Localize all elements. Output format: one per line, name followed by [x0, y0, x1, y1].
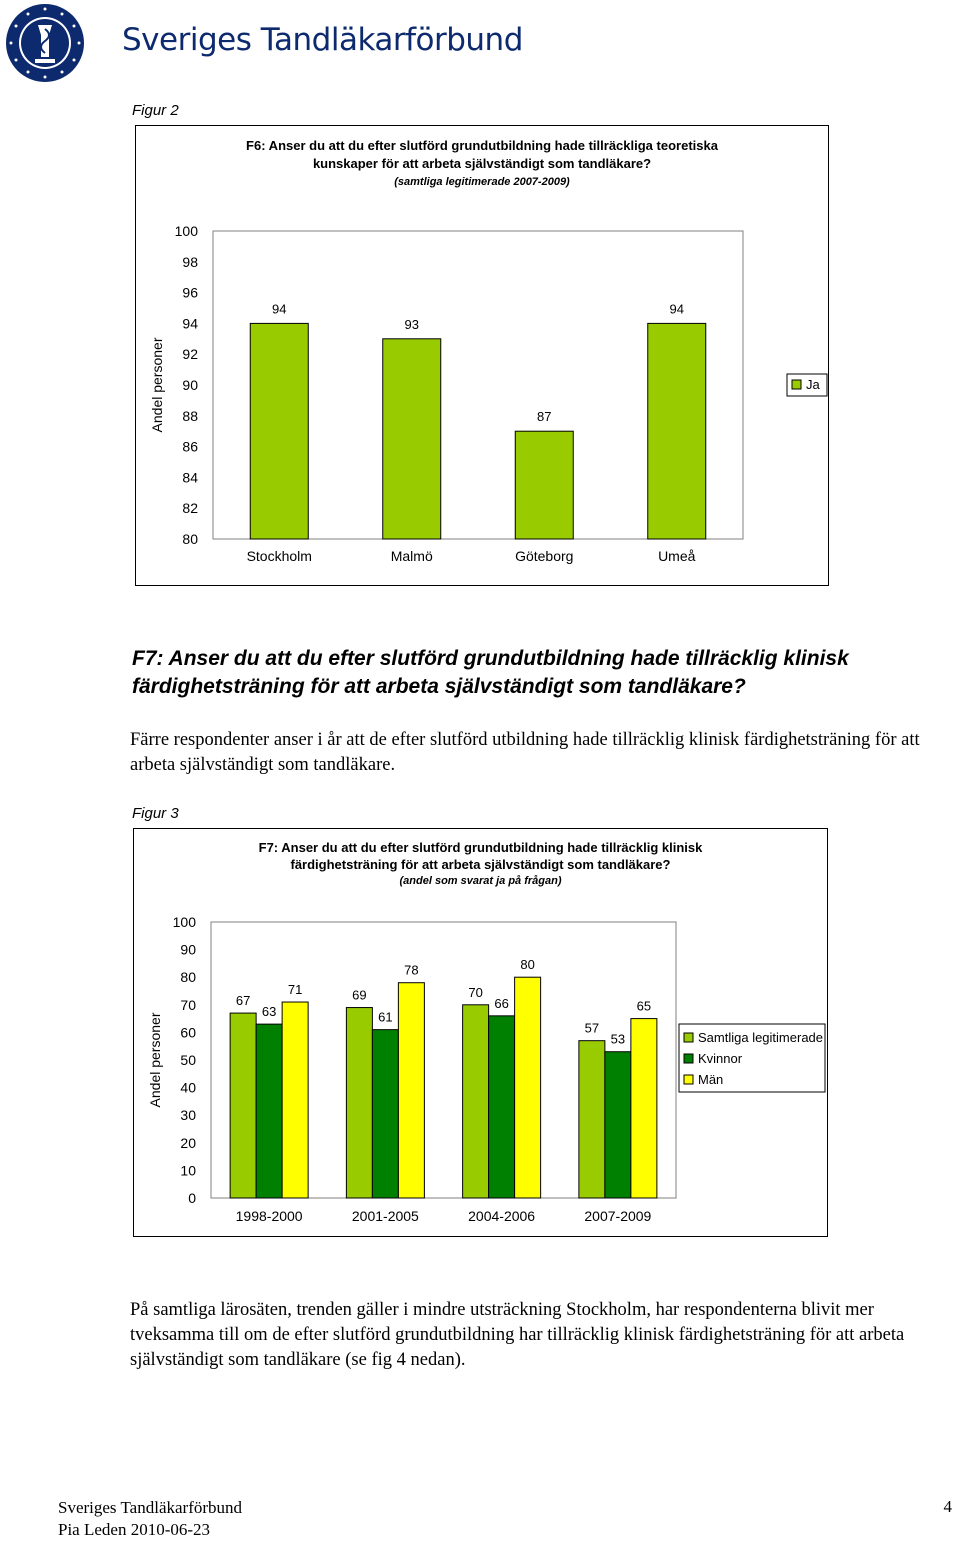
chart-f7-y-tick-label: 50 — [180, 1052, 196, 1068]
chart-f6-data-label: 94 — [272, 301, 287, 317]
chart-f6-legend-swatch — [792, 380, 801, 389]
chart-f7-plot — [134, 829, 827, 1236]
chart-f7-bar — [579, 1041, 605, 1198]
chart-f7-legend-label: Kvinnor — [698, 1051, 743, 1066]
chart-f7-bar — [631, 1019, 657, 1198]
chart-f7-data-label: 61 — [378, 1009, 393, 1025]
chart-f6-data-label: 87 — [537, 409, 552, 425]
chart-f7-y-axis-label: Andel personer — [147, 1012, 163, 1108]
organization-name: Sveriges Tandläkarförbund — [122, 22, 523, 58]
chart-f7-y-tick-label: 60 — [180, 1024, 196, 1041]
chart-f7-data-label: 67 — [235, 993, 251, 1009]
chart-f7-bar — [256, 1024, 282, 1198]
chart-f6-y-tick-label: 86 — [182, 438, 198, 455]
chart-f7-legend-swatch — [684, 1033, 693, 1042]
footer-author-date: Pia Leden 2010-06-23 — [58, 1520, 211, 1539]
chart-f6-y-tick-label: 80 — [182, 531, 198, 547]
chart-f7-legend-swatch — [684, 1054, 693, 1063]
page-header — [0, 0, 960, 90]
chart-f6-x-tick-label: Umeå — [658, 548, 696, 564]
chart-f6-bar — [383, 339, 441, 539]
chart-f7-y-tick-label: 100 — [172, 914, 196, 930]
chart-f7-title-line1: F7: Anser du att du efter slutförd grundutbildning hade tillräcklig klinisk — [258, 840, 703, 855]
footer — [58, 1497, 242, 1541]
chart-f7-data-label: 66 — [494, 995, 509, 1011]
chart-f6-x-tick-label: Stockholm — [246, 548, 312, 564]
chart-f7-bar — [230, 1013, 256, 1198]
chart-f6-y-tick-label: 84 — [182, 469, 198, 486]
chart-f6-title-line2: kunskaper för att arbeta självständigt som tandläkare? — [312, 156, 652, 171]
paragraph-f7-summary: Färre respondenter anser i år att de efter slutförd utbildning hade tillräcklig klinisk färdighetsträning för att arbeta självständigt som tandläkare. — [130, 730, 920, 775]
figure-2-label: Figur 2 — [132, 102, 179, 119]
chart-f7-data-label: 69 — [352, 987, 367, 1003]
chart-f7-y-tick-label: 70 — [180, 996, 196, 1013]
chart-f7-legend-label: Samtliga legitimerade — [698, 1030, 824, 1045]
chart-f6-y-tick-label: 82 — [182, 500, 198, 517]
chart-f7-data-label: 71 — [287, 982, 303, 998]
chart-f7-data-label: 63 — [261, 1004, 277, 1020]
association-seal-logo — [5, 3, 85, 83]
chart-f6-y-tick-label: 94 — [182, 315, 198, 332]
chart-f7-y-tick-label: 30 — [180, 1107, 196, 1124]
chart-f6-y-tick-label: 88 — [182, 407, 198, 424]
chart-f6-bar — [648, 323, 706, 539]
chart-f6-bar — [250, 323, 308, 539]
chart-f7-y-tick-label: 0 — [188, 1190, 196, 1206]
chart-f6-y-tick-label: 96 — [182, 284, 198, 301]
chart-f7-data-label: 53 — [610, 1031, 626, 1047]
chart-f7-data-label: 70 — [468, 984, 483, 1000]
chart-f6-y-tick-label: 100 — [174, 223, 198, 239]
chart-f6-y-axis-label: Andel personer — [149, 337, 165, 433]
chart-f6-y-tick-label: 90 — [182, 377, 198, 393]
chart-f7-bar — [515, 977, 541, 1198]
footer-organization: Sveriges Tandläkarförbund — [58, 1498, 243, 1517]
chart-f7-title-line2: färdighetsträning för att arbeta självständigt som tandläkare? — [290, 857, 671, 872]
chart-f7-y-tick-label: 80 — [180, 969, 196, 986]
page-number: 4 — [943, 1497, 952, 1516]
chart-f6-legend-label: Ja — [806, 377, 820, 392]
chart-f7-bar — [346, 1008, 372, 1198]
chart-f7-data-label: 80 — [520, 957, 535, 973]
chart-f7-data-label: 78 — [404, 962, 419, 978]
chart-f7-bar — [282, 1002, 308, 1198]
chart-f7-bar — [489, 1016, 515, 1198]
chart-f6-plot — [136, 126, 828, 585]
chart-f6-y-tick-label: 98 — [182, 253, 198, 270]
chart-f7-bar — [605, 1052, 631, 1198]
figure-3-label: Figur 3 — [132, 805, 179, 822]
chart-f7-data-label: 65 — [636, 998, 652, 1014]
chart-f7-x-tick-label: 2007-2009 — [584, 1208, 652, 1224]
chart-f7-legend-label: Män — [698, 1072, 724, 1087]
chart-f6-subtitle: (samtliga legitimerade 2007-2009) — [394, 176, 570, 188]
chart-f6-y-tick-label: 92 — [182, 346, 198, 363]
chart-f6-bar — [515, 431, 573, 539]
chart-f6-x-tick-label: Göteborg — [515, 548, 574, 564]
chart-f7-bar — [463, 1005, 489, 1198]
chart-f7-bar — [372, 1030, 398, 1198]
chart-f7-y-tick-label: 20 — [180, 1134, 196, 1151]
chart-f6-data-label: 94 — [669, 301, 684, 317]
chart-f6-x-tick-label: Malmö — [390, 548, 433, 564]
chart-f7-x-tick-label: 1998-2000 — [235, 1208, 303, 1224]
chart-f7-x-tick-label: 2004-2006 — [468, 1208, 536, 1224]
chart-f6-box — [135, 125, 829, 586]
chart-f7-data-label: 57 — [584, 1020, 600, 1036]
chart-f7-x-tick-label: 2001-2005 — [351, 1208, 419, 1224]
chart-f7-y-tick-label: 90 — [180, 941, 196, 958]
chart-f7-y-tick-label: 40 — [180, 1079, 196, 1096]
chart-f7-legend-swatch — [684, 1075, 693, 1084]
chart-f7-subtitle: (andel som svarat ja på frågan) — [399, 875, 562, 887]
paragraph-trend: På samtliga lärosäten, trenden gäller i mindre utsträckning Stockholm, har respondenterna blivit mer tveksamma till om de efter slutförd grundutbildning har tillräcklig klinisk färdighetsträning för att arbeta självständigt som tandläkare (se fig 4 nedan). — [130, 1300, 905, 1370]
chart-f6-title-line1: F6: Anser du att du efter slutförd grundutbildning hade tillräckliga teoretiska — [246, 138, 718, 153]
chart-f6-data-label: 93 — [404, 316, 419, 332]
chart-f7-bar — [398, 983, 424, 1198]
chart-f7-box — [133, 828, 828, 1237]
section-heading-f7: F7: Anser du att du efter slutförd grundutbildning hade tillräcklig klinisk färdighetsträning för att arbeta självständigt som tandläkare? — [132, 647, 849, 698]
chart-f7-y-tick-label: 10 — [180, 1162, 196, 1179]
